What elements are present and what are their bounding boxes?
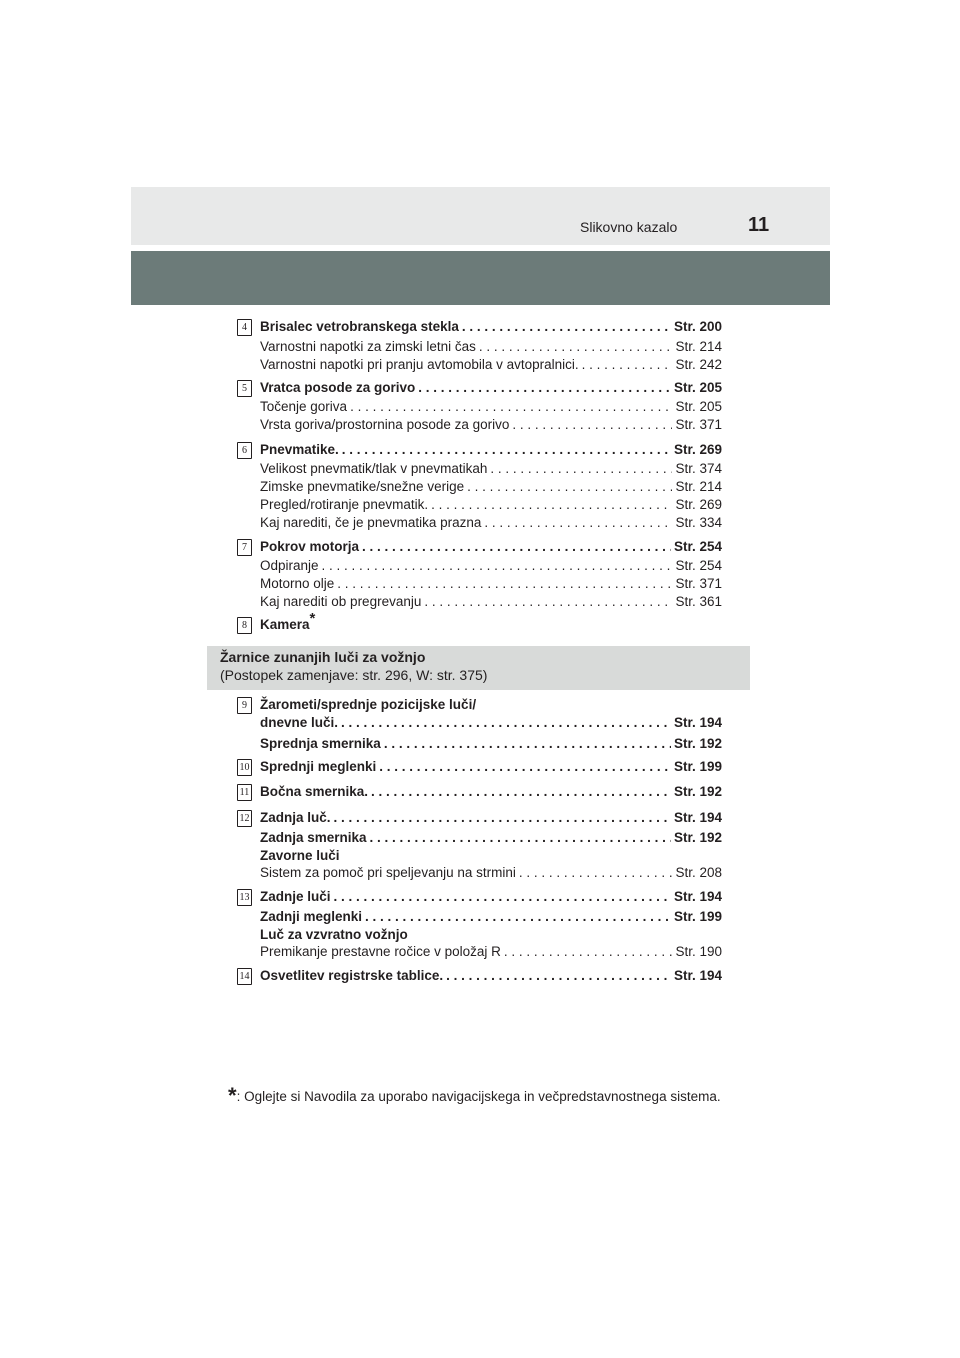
index-label: Sprednja smernika: [260, 736, 381, 751]
page-number: 11: [748, 214, 770, 236]
page-reference: Str. 190: [675, 944, 722, 959]
index-label: Odpiranje: [260, 558, 319, 573]
page-reference: Str. 374: [675, 461, 722, 476]
page-reference: Str. 192: [673, 830, 722, 845]
page-reference: Str. 200: [673, 319, 722, 334]
index-entry: [260, 888, 722, 906]
index-row: [260, 478, 722, 496]
index-row: [260, 610, 722, 634]
index-row: [260, 967, 722, 985]
index-label: Motorno olje: [260, 576, 335, 591]
index-entry: [260, 356, 722, 374]
footnote-star: *: [228, 1083, 237, 1108]
dot-leader: [342, 441, 671, 459]
page-reference: Str. 194: [673, 889, 722, 904]
item-marker-8: 8: [237, 617, 252, 634]
dot-leader: [365, 908, 671, 926]
dot-leader: [446, 967, 671, 985]
dot-leader: [519, 864, 673, 882]
page-reference: Str. 192: [673, 784, 722, 799]
dot-leader: [490, 460, 672, 478]
header-band: [131, 251, 830, 305]
index-entry: [260, 398, 722, 416]
index-entry: [260, 610, 722, 634]
index-entry: [260, 829, 722, 847]
dot-leader: [479, 338, 673, 356]
dot-leader: [371, 783, 671, 801]
index-entry: [260, 908, 722, 926]
dot-leader: [384, 735, 671, 753]
index-entry: [260, 735, 722, 753]
index-row: [260, 514, 722, 532]
dot-leader: [341, 714, 671, 732]
index-row: [260, 888, 722, 906]
dot-leader: [418, 379, 671, 397]
dot-leader: [334, 809, 671, 827]
page-reference: Str. 334: [675, 515, 722, 530]
index-row: [260, 926, 722, 944]
index-row: [260, 908, 722, 926]
footnote-marker: *: [309, 610, 316, 627]
item-marker-9: 9: [237, 697, 252, 714]
index-row: [260, 758, 722, 776]
index-label: Sprednji meglenki: [260, 759, 377, 774]
dot-leader: [334, 888, 671, 906]
index-row: [260, 783, 722, 801]
index-entry: [260, 379, 722, 397]
page-reference: Str. 214: [675, 479, 722, 494]
dot-leader: [379, 758, 671, 776]
page-reference: Str. 208: [675, 865, 722, 880]
index-entry: [260, 593, 722, 611]
index-row: [260, 864, 722, 882]
index-entry: [260, 696, 722, 714]
index-entry: [260, 714, 722, 732]
page-reference: Str. 194: [673, 810, 722, 825]
dot-leader: [504, 943, 673, 961]
index-entry: [260, 478, 722, 496]
index-label: Brisalec vetrobranskega stekla: [260, 319, 459, 334]
dot-leader: [512, 416, 672, 434]
index-entry: [260, 338, 722, 356]
index-row: [260, 809, 722, 827]
index-row: [260, 847, 722, 865]
index-entry: [260, 496, 722, 514]
page-reference: Str. 199: [673, 759, 722, 774]
index-label: Točenje goriva: [260, 399, 348, 414]
index-label: Vratca posode za gorivo: [260, 380, 416, 395]
index-label: Zadnja smernika: [260, 830, 367, 845]
index-entry: [260, 943, 722, 961]
section-title: Slikovno kazalo: [580, 219, 678, 235]
index-label: Luč za vzvratno vožnjo: [260, 927, 408, 942]
item-marker-5: 5: [237, 380, 252, 397]
index-row: [260, 735, 722, 753]
page-reference: Str. 254: [675, 558, 722, 573]
index-row: [260, 441, 722, 459]
index-entry: [260, 538, 722, 556]
info-box-subtitle: (Postopek zamenjave: str. 296, W: str. 375): [220, 667, 488, 683]
dot-leader: [424, 593, 672, 611]
index-row: [260, 356, 722, 374]
index-entry: [260, 864, 722, 882]
item-marker-13: 13: [237, 889, 252, 906]
index-label: Velikost pnevmatik/tlak v pnevmatikah: [260, 461, 488, 476]
index-row: [260, 318, 722, 336]
index-row: [260, 593, 722, 611]
index-entry: [260, 847, 722, 865]
item-marker-10: 10: [237, 759, 252, 776]
index-entry: [260, 416, 722, 434]
page-reference: Str. 254: [673, 539, 722, 554]
index-label: Premikanje prestavne ročice v položaj R: [260, 944, 501, 959]
dot-leader: [462, 318, 671, 336]
footnote-text: : Oglejte si Navodila za uporabo navigacijskega in večpredstavnostnega sistema.: [236, 1089, 721, 1104]
index-label: Osvetlitev registrske tablice.: [260, 968, 444, 983]
index-label: Sistem za pomoč pri speljevanju na strmini: [260, 865, 516, 880]
page-reference: Str. 361: [675, 594, 722, 609]
index-row: [260, 398, 722, 416]
index-label: dnevne luči.: [260, 715, 339, 730]
index-label: Zadnja luč.: [260, 810, 331, 825]
index-label: Vrsta goriva/prostornina posode za gorivo: [260, 417, 510, 432]
dot-leader: [484, 514, 672, 532]
page-reference: Str. 242: [675, 357, 722, 372]
index-label: Varnostni napotki pri pranju avtomobila v avtopralnici.: [260, 357, 579, 372]
index-label: Zadnje luči: [260, 889, 331, 904]
index-entry: [260, 926, 722, 944]
index-row: [260, 538, 722, 556]
info-box-title: Žarnice zunanjih luči za vožnjo: [220, 649, 426, 665]
item-marker-7: 7: [237, 539, 252, 556]
index-entry: [260, 783, 722, 801]
page-reference: Str. 205: [675, 399, 722, 414]
dot-leader: [431, 496, 672, 514]
index-entry: [260, 318, 722, 336]
dot-leader: [370, 829, 671, 847]
index-label: Pregled/rotiranje pnevmatik.: [260, 497, 429, 512]
index-entry: [260, 809, 722, 827]
page-reference: Str. 371: [675, 417, 722, 432]
index-label: Pnevmatike.: [260, 442, 339, 457]
index-label: Kaj narediti, če je pnevmatika prazna: [260, 515, 482, 530]
item-marker-6: 6: [237, 442, 252, 459]
item-marker-14: 14: [237, 968, 252, 985]
index-row: [260, 943, 722, 961]
page-reference: Str. 269: [675, 497, 722, 512]
page-reference: Str. 371: [675, 576, 722, 591]
header-top-bar: [131, 187, 830, 245]
dot-leader: [467, 478, 672, 496]
dot-leader: [582, 356, 673, 374]
dot-leader: [350, 398, 672, 416]
page-reference: Str. 199: [673, 909, 722, 924]
index-row: [260, 575, 722, 593]
index-label: Kamera: [260, 617, 310, 632]
page-reference: Str. 269: [673, 442, 722, 457]
index-entry: [260, 557, 722, 575]
page-reference: Str. 205: [673, 380, 722, 395]
page-reference: Str. 214: [675, 339, 722, 354]
dot-leader: [337, 575, 672, 593]
page-reference: Str. 194: [673, 715, 722, 730]
index-label: Bočna smernika.: [260, 784, 369, 799]
index-entry: [260, 967, 722, 985]
dot-leader: [362, 538, 671, 556]
index-entry: [260, 441, 722, 459]
index-row: [260, 696, 722, 714]
dot-leader: [322, 557, 673, 575]
index-label: Zimske pnevmatike/snežne verige: [260, 479, 465, 494]
index-label: Kaj narediti ob pregrevanju: [260, 594, 422, 609]
index-row: [260, 829, 722, 847]
index-row: [260, 379, 722, 397]
index-row: [260, 460, 722, 478]
index-row: [260, 338, 722, 356]
index-label: Žarometi/sprednje pozicijske luči/: [260, 697, 477, 712]
footnote: [228, 1083, 721, 1109]
page-reference: Str. 192: [673, 736, 722, 751]
index-label: Pokrov motorja: [260, 539, 360, 554]
index-label: Zavorne luči: [260, 848, 340, 863]
index-entry: [260, 460, 722, 478]
index-row: [260, 714, 722, 732]
item-marker-12: 12: [237, 810, 252, 827]
index-row: [260, 496, 722, 514]
item-marker-11: 11: [237, 784, 252, 801]
item-marker-4: 4: [237, 319, 252, 336]
index-entry: [260, 575, 722, 593]
index-entry: [260, 758, 722, 776]
page-reference: Str. 194: [673, 968, 722, 983]
index-row: [260, 557, 722, 575]
index-entry: [260, 514, 722, 532]
index-row: [260, 416, 722, 434]
index-label: Zadnji meglenki: [260, 909, 363, 924]
index-label: Varnostni napotki za zimski letni čas: [260, 339, 476, 354]
